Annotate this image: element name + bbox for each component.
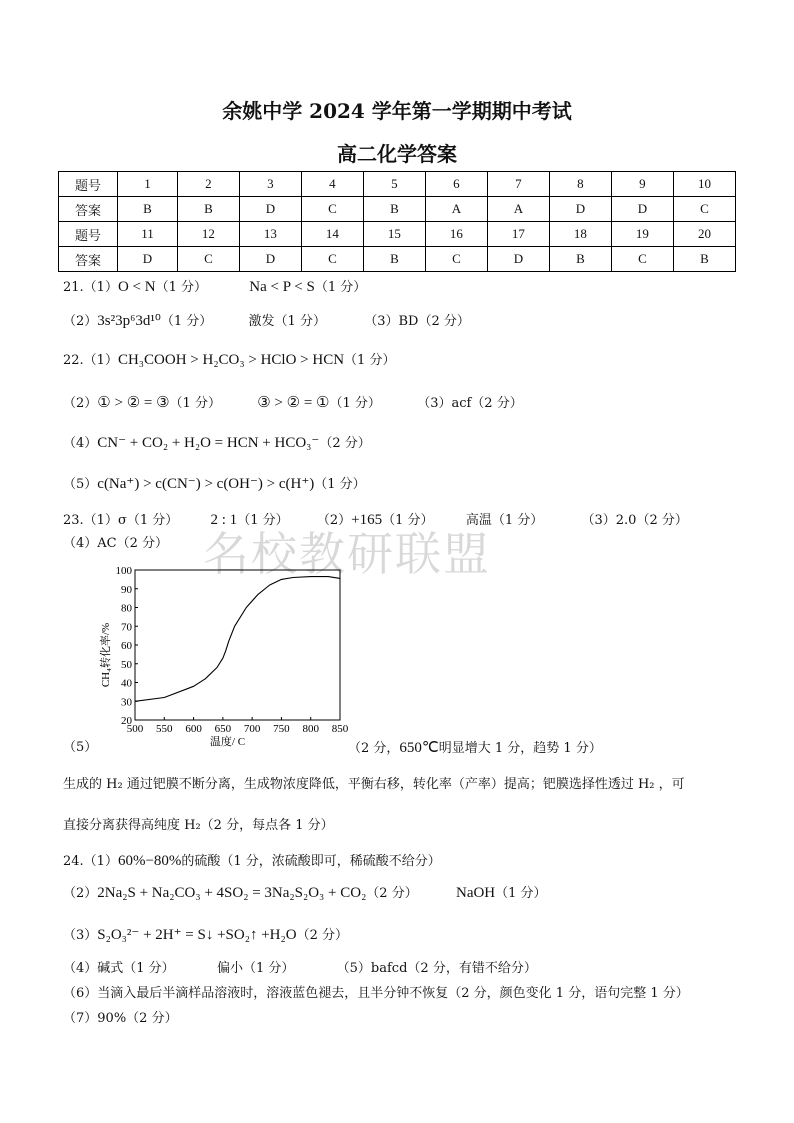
- q23-part4: （4）AC（2 分）: [63, 536, 169, 551]
- y-tick-label: 80: [121, 602, 132, 615]
- exam-subtitle: 高二化学答案: [337, 142, 457, 166]
- table-cell: 2: [177, 172, 239, 197]
- q21-answer4: 激发（1 分）: [248, 314, 326, 329]
- q22-order-a: ① > ② = ③: [97, 395, 170, 411]
- q21-score3: （1 分）: [160, 314, 213, 329]
- table-cell: 11: [118, 222, 178, 247]
- table-cell: 18: [549, 222, 611, 247]
- q21-line2: [63, 312, 470, 331]
- q24-line1: [63, 852, 441, 871]
- table-cell: 6: [425, 172, 487, 197]
- y-tick-label: 100: [115, 565, 132, 577]
- table-row: [59, 247, 736, 272]
- q23-part3: （3）2.0（2 分）: [581, 513, 688, 528]
- row-label: 答案: [59, 197, 118, 222]
- table-cell: 15: [363, 222, 425, 247]
- y-tick-label: 50: [121, 658, 132, 671]
- table-cell: D: [118, 247, 178, 272]
- q24-part5: （5）bafcd（2 分，有错不给分）: [336, 961, 537, 976]
- table-cell: A: [487, 197, 549, 222]
- table-cell: 9: [611, 172, 673, 197]
- q23-condition: 高温（1 分）: [465, 513, 544, 528]
- q24-equation: 2Na₂S + Na₂CO₃ + 4SO₂ = 3Na₂S₂O₃ + CO₂: [97, 885, 367, 901]
- q23-temperature: 650℃: [399, 740, 439, 756]
- q21-answer3: 3s²3p⁶3d¹⁰: [97, 313, 161, 329]
- table-cell: D: [549, 197, 611, 222]
- table-cell: B: [363, 197, 425, 222]
- q22-line1: [63, 351, 395, 370]
- q24-ionic-equation: S₂O₃²⁻ + 2H⁺ = S↓ +SO₂↑ +H₂O: [97, 927, 297, 943]
- y-axis-label: CH₄转化率/%: [100, 622, 112, 688]
- y-tick-label: 30: [121, 696, 132, 709]
- q24-part4: （4）碱式（1 分）: [63, 961, 175, 976]
- conversion-curve: [135, 577, 340, 702]
- table-cell: D: [239, 197, 301, 222]
- q22-part3: （3）acf（2 分）: [417, 396, 523, 411]
- table-cell: 20: [673, 222, 735, 247]
- q21-score1: （1 分）: [155, 280, 207, 295]
- q23-part5-label: [63, 739, 97, 757]
- table-cell: B: [118, 197, 178, 222]
- table-cell: 19: [611, 222, 673, 247]
- q22-score1: （1 分）: [344, 353, 396, 368]
- q23-score-ratio: （1 分）: [237, 513, 289, 528]
- q22-acidity: CH₃COOH > H₂CO₃ > HClO > HCN: [117, 352, 345, 368]
- q24-score3: （2 分）: [296, 928, 348, 943]
- table-cell: B: [549, 247, 611, 272]
- q21-answer2: Na < P < S: [249, 279, 315, 295]
- row-label: 题号: [59, 222, 118, 247]
- table-row: [59, 222, 736, 247]
- exam-title: 余姚中学 2024 学年第一学期期中考试: [222, 99, 572, 123]
- table-cell: 7: [487, 172, 549, 197]
- q24-line4: [63, 960, 537, 978]
- table-cell: 12: [177, 222, 239, 247]
- q24-part1: 24.（1）: [63, 854, 118, 869]
- table-cell: 16: [425, 222, 487, 247]
- conversion-chart: [95, 560, 350, 755]
- table-cell: 10: [673, 172, 735, 197]
- q22-line2: [63, 394, 523, 413]
- x-tick-label: 850: [331, 723, 349, 735]
- table-cell: C: [177, 247, 239, 272]
- q22-score4: （2 分）: [319, 436, 371, 451]
- x-tick-label: 800: [302, 723, 319, 735]
- q23-part5-score: [348, 739, 602, 758]
- q24-line6: （6）当滴入最后半滴样品溶液时，溶液蓝色褪去，且半分钟不恢复（2 分，颜色变化 1 分，语句完整 1 分）: [63, 986, 689, 1001]
- table-cell: C: [673, 197, 735, 222]
- q24-line7: （7）90%（2 分）: [63, 1011, 178, 1026]
- table-row: [59, 197, 736, 222]
- q21-score2: （1 分）: [314, 280, 367, 295]
- table-cell: 5: [363, 172, 425, 197]
- table-cell: D: [239, 247, 301, 272]
- q23-score5b: 明显增大 1 分，趋势 1 分）: [438, 741, 602, 756]
- q23-enthalpy: +165: [351, 512, 383, 528]
- table-cell: 3: [239, 172, 301, 197]
- q22-order-b: ③ > ② = ①: [257, 395, 330, 411]
- q21-answer5: （3）BD（2 分）: [364, 314, 470, 329]
- q21-line1: [63, 278, 366, 297]
- q24-error: 偏小（1 分）: [216, 961, 295, 976]
- q24-reagent: NaOH: [455, 885, 496, 901]
- q22-prefix: 22.（1）: [63, 353, 118, 368]
- table-cell: 4: [301, 172, 363, 197]
- q23-score5a: （2 分，: [348, 741, 400, 756]
- q22-score2b: （1 分）: [329, 396, 381, 411]
- y-tick-label: 20: [121, 715, 132, 727]
- row-label: 答案: [59, 247, 118, 272]
- x-tick-label: 750: [273, 723, 290, 735]
- table-cell: C: [301, 197, 363, 222]
- table-cell: C: [611, 247, 673, 272]
- row-label: 题号: [59, 172, 118, 197]
- q21-answer1: O < N: [117, 279, 156, 295]
- q22-part4: （4）: [63, 436, 98, 451]
- x-tick-label: 650: [214, 723, 232, 735]
- q23-line4: [63, 535, 168, 553]
- y-tick-label: 40: [121, 677, 132, 690]
- table-cell: C: [425, 247, 487, 272]
- q24-score2b: （1 分）: [495, 886, 547, 901]
- watermark: 名校教研联盟: [203, 527, 491, 581]
- q21-part2: （2）: [63, 314, 98, 329]
- table-cell: 14: [301, 222, 363, 247]
- q24-line2: [63, 884, 547, 903]
- table-cell: B: [673, 247, 735, 272]
- table-cell: D: [611, 197, 673, 222]
- q23-explanation-2: 直接分离获得高纯度 H₂（2 分，每点各 1 分）: [63, 818, 334, 833]
- table-cell: C: [301, 247, 363, 272]
- q23-score-enthalpy: （1 分）: [382, 513, 434, 528]
- table-cell: 1: [118, 172, 178, 197]
- q22-line4: [63, 434, 371, 453]
- y-tick-label: 60: [121, 640, 132, 652]
- q22-concentration: c(Na⁺) > c(CN⁻) > c(OH⁻) > c(H⁺): [97, 476, 315, 492]
- y-tick-label: 70: [121, 621, 132, 634]
- table-cell: 13: [239, 222, 301, 247]
- q22-equation: CN⁻ + CO₂ + H₂O = HCN + HCO₃⁻: [97, 435, 320, 451]
- q24-score2: （2 分）: [366, 886, 418, 901]
- q22-score2a: （1 分）: [169, 396, 221, 411]
- table-cell: B: [177, 197, 239, 222]
- x-axis-label: 温度/ C: [209, 736, 246, 748]
- q22-part2: （2）: [63, 396, 98, 411]
- q23-explanation-1: 生成的 H₂ 通过钯膜不断分离，生成物浓度降低，平衡右移，转化率（产率）提高；钯膜选择性透过 H₂ ，可: [63, 777, 685, 792]
- q24-part3: （3）: [63, 928, 98, 943]
- q23-ratio: 2 : 1: [210, 512, 238, 528]
- q24-concentration: 60%−80%: [117, 853, 182, 869]
- q24-part2: （2）: [63, 886, 98, 901]
- q22-line5: [63, 475, 366, 494]
- table-row: [59, 172, 736, 197]
- q23-part1: 23.（1）σ（1 分）: [63, 513, 179, 528]
- q23-part5: （5）: [63, 740, 98, 755]
- x-tick-label: 700: [243, 723, 261, 735]
- q23-part2: （2）: [316, 513, 352, 528]
- x-tick-label: 600: [185, 723, 202, 735]
- table-cell: B: [363, 247, 425, 272]
- x-tick-label: 500: [126, 723, 144, 735]
- x-tick-label: 550: [156, 723, 173, 735]
- q22-score5: （1 分）: [314, 477, 366, 492]
- table-cell: 8: [549, 172, 611, 197]
- q21-prefix: 21.（1）: [63, 280, 118, 295]
- answer-table: [58, 171, 736, 272]
- table-cell: A: [425, 197, 487, 222]
- q24-line3: [63, 926, 348, 945]
- q24-acid-note: 的硫酸（1 分，浓硫酸即可，稀硫酸不给分）: [181, 854, 441, 869]
- y-tick-label: 90: [121, 583, 132, 596]
- table-cell: 17: [487, 222, 549, 247]
- table-cell: D: [487, 247, 549, 272]
- q22-part5: （5）: [63, 477, 98, 492]
